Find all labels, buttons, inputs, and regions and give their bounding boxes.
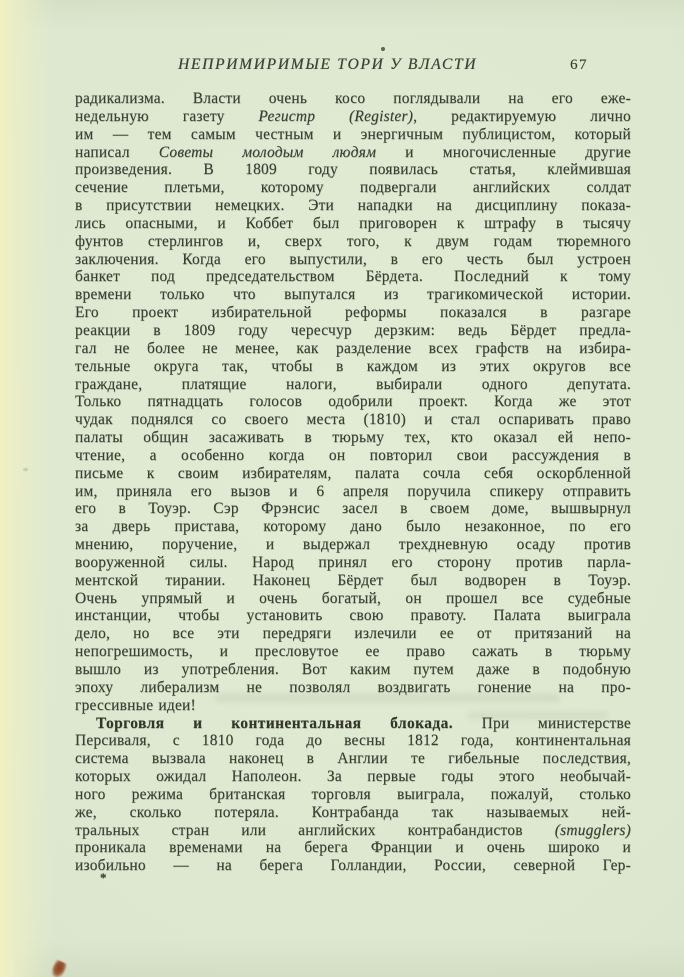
text-segment: сечение плетьми, которому подвергали английских солдат [75, 179, 631, 197]
text-segment: времени только что выпутался из трагикомической истории. [75, 286, 631, 304]
text-line [75, 554, 631, 572]
text-segment: грессивные идеи! [75, 696, 196, 714]
text-segment: дело, но все эти передряги излечили ее от притязаний на [75, 625, 631, 643]
text-segment: палаты общин засаживать в тюрьму тех, кто оказал ей непо- [75, 429, 631, 447]
text-segment: Очень упрямый и очень богатый, он прошел все судебные [75, 589, 631, 607]
text-line [75, 304, 631, 322]
text-segment: мнению, поручение, и выдержал трехдневную осаду против [75, 536, 631, 554]
text-segment: граждане, платящие налоги, выбирали одного депутата. [75, 375, 631, 393]
text-segment: письме к своим избирателям, палата сочла себя оскорбленной [75, 464, 631, 482]
text-line [75, 607, 631, 625]
text-segment: При министерстве [453, 714, 631, 732]
running-header-title: НЕПРИМИРИМЫЕ ТОРИ У ВЛАСТИ [178, 56, 478, 73]
text-line [75, 126, 631, 144]
text-line [75, 857, 631, 875]
text-segment: радикализма. Власти очень косо поглядывали на его еже- [75, 90, 631, 107]
text-segment: за дверь пристава, которому дано было незаконное, по его [75, 518, 631, 536]
text-line [75, 732, 631, 750]
text-segment: система вызвала наконец в Англии те гибельные последствия, [75, 750, 631, 768]
text-line [75, 411, 631, 429]
text-segment: вооруженной силы. Народ принял его сторону против парла- [75, 553, 631, 571]
text-line [75, 465, 631, 483]
text-line [75, 661, 631, 679]
text-line [75, 358, 631, 376]
text-segment: им, приняла его вызов и 6 апреля поручила спикеру отправить [75, 482, 631, 500]
text-segment: недельную газету [75, 107, 259, 125]
text-line [75, 179, 631, 197]
text-line [75, 90, 631, 108]
text-segment: которых ожидал Наполеон. За первые годы этого необычай- [75, 768, 631, 786]
text-line [75, 483, 631, 501]
text-line [75, 625, 631, 643]
text-line [75, 161, 631, 179]
text-line [75, 429, 631, 447]
text-line [75, 839, 631, 857]
text-line [75, 393, 631, 411]
text-segment: ментской тирании. Наконец Бёрдет был водворен в Тоуэр. [75, 571, 631, 589]
text-line [75, 322, 631, 340]
text-segment: в присутствии немецких. Эти нападки на дисциплину показа- [75, 197, 631, 215]
text-segment: же, сколько потеряла. Контрабанда так называемых ней- [75, 803, 631, 821]
text-line [75, 536, 631, 554]
text-line [75, 768, 631, 786]
text-line [75, 251, 631, 269]
text-segment: изобильно — на берега Голландии, России, северной Гер- [75, 857, 631, 875]
text-line [75, 822, 631, 840]
paragraph-lead-bold: Торговля и континентальная блокада. [96, 714, 454, 732]
text-segment: ного режима британская торговля выиграла, пожалуй, столько [75, 785, 631, 803]
text-segment: написал [75, 143, 159, 161]
text-segment: и многочисленные другие [376, 143, 631, 161]
page-number: 67 [570, 57, 588, 73]
text-line [75, 215, 631, 233]
text-line [75, 447, 631, 465]
text-segment: тральных стран или английских контрабандистов [75, 821, 555, 839]
text-segment: гал не более не менее, как разделение всех графств на избира- [75, 339, 631, 357]
text-segment: , редактируемую лично [413, 107, 632, 125]
text-line [75, 500, 631, 518]
scan-smudge [468, 712, 608, 719]
text-segment: Персиваля, с 1810 года до весны 1812 года, континентальная [75, 732, 631, 750]
text-line [75, 144, 631, 162]
text-segment: чтение, а особенно когда он повторил свои рассуждения в [75, 446, 631, 464]
text-segment: его в Тоуэр. Сэр Фрэнсис засел в своем доме, вышвырнул [75, 500, 631, 518]
text-segment: чудак поднялся со своего места (1810) и стал оспаривать право [75, 411, 631, 429]
ink-speck [381, 47, 385, 51]
text-line [75, 590, 631, 608]
text-line [75, 572, 631, 590]
body-text [75, 90, 631, 875]
text-line [75, 286, 631, 304]
text-segment: непогрешимость, и пресловутое ее право сажать в тюрьму [75, 643, 631, 661]
text-line [75, 268, 631, 286]
text-line [75, 643, 631, 661]
text-line [75, 340, 631, 358]
text-segment: им — тем самым честным и энергичным публицистом, который [75, 125, 631, 143]
text-segment: вышло из употребления. Вот каким путем даже в подобную [75, 661, 631, 678]
text-segment: инстанции, чтобы установить свою правоту. Палата выиграла [75, 607, 631, 625]
text-line [75, 518, 631, 536]
text-segment: Его проект избирательной реформы показался в разгаре [75, 304, 631, 322]
bottom-stain [49, 959, 68, 977]
text-line [75, 376, 631, 394]
text-segment: фунтов стерлингов и, сверх того, к двум годам тюремного [75, 232, 631, 250]
text-line [75, 197, 631, 215]
text-segment: банкет под председательством Бёрдета. Последний к тому [75, 268, 631, 286]
italic-text: Советы молодым людям [158, 143, 377, 161]
text-line [75, 804, 631, 822]
italic-text: (smugglers) [554, 821, 631, 839]
text-line [75, 786, 631, 804]
text-segment: эпоху либерализм не позволял воздвигать гонение на про- [75, 678, 631, 696]
text-segment: реакции в 1809 году чересчур дерзким: ведь Бёрдет предла- [75, 321, 631, 339]
scan-smudge [215, 694, 560, 702]
text-line [75, 233, 631, 251]
text-segment: Только пятнадцать голосов одобрили проект. Когда же этот [75, 393, 631, 411]
signature-mark: * [100, 870, 107, 885]
text-segment: произведения. В 1809 году появилась статья, клеймившая [75, 161, 631, 179]
text-line [75, 750, 631, 768]
text-segment: тельные округа так, чтобы в каждом из этих округов все [75, 357, 631, 375]
text-segment: заключения. Когда его выпустили, в его честь был устроен [75, 250, 631, 268]
text-line [75, 108, 631, 126]
italic-text: Регистр (Register) [258, 107, 414, 125]
text-segment: проникала временами на берега Франции и очень широко и [75, 839, 631, 857]
paper-fleck [23, 468, 28, 471]
text-segment: лись опасными, и Коббет был приговорен к штрафу в тысячу [75, 214, 631, 232]
